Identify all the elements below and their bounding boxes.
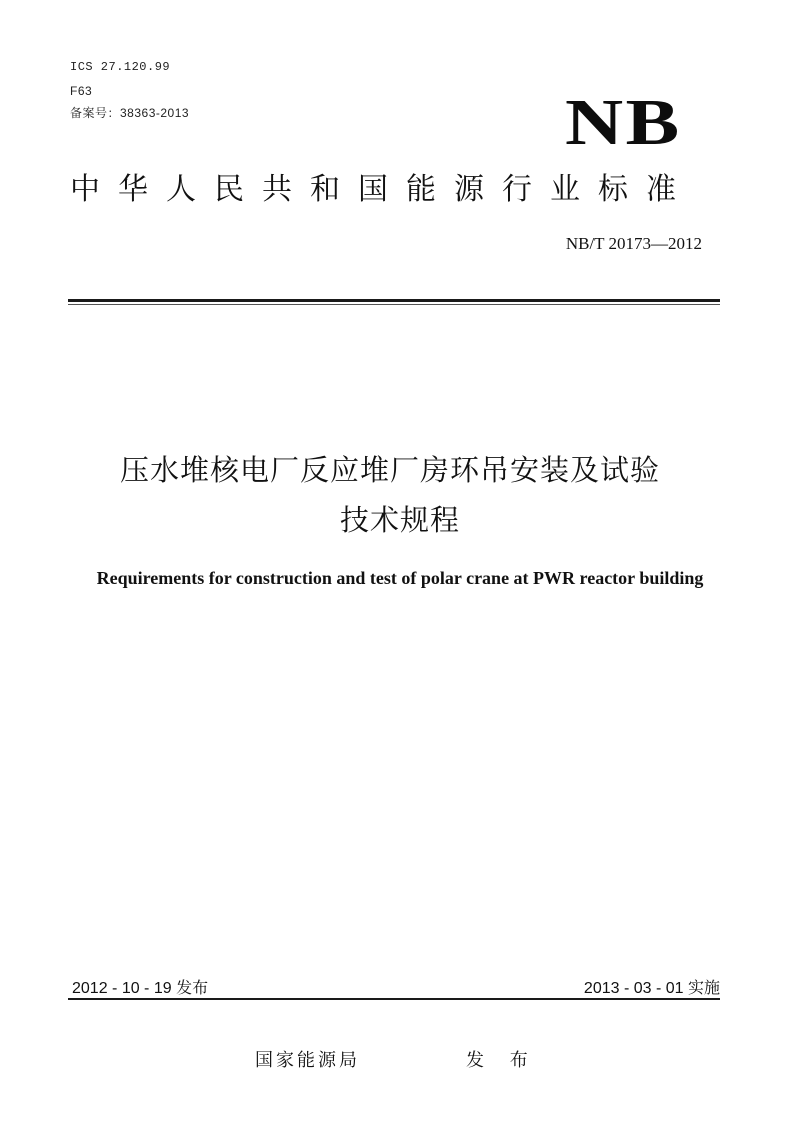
implementation-date: 2013 - 03 - 01 实施	[583, 980, 720, 997]
header-divider-thin	[68, 304, 720, 305]
standard-category-title: 中华人民共和国能源行业标准	[70, 172, 694, 207]
issue-date: 2012 - 10 - 19 发布	[72, 980, 209, 997]
standard-number: NB/T 20173—2012	[565, 234, 702, 253]
publish-label: 发 布	[466, 1050, 538, 1071]
record-number: 备案号：38363-2013	[70, 106, 190, 120]
publisher-name: 国家能源局	[255, 1050, 360, 1071]
classification-code: F63	[70, 84, 93, 98]
footer-divider	[68, 998, 720, 1000]
chinese-title-line-2: 技术规程	[339, 503, 460, 537]
nb-logo: NB	[565, 86, 682, 159]
header-divider-thick	[68, 299, 720, 302]
ics-code: ICS 27.120.99	[70, 60, 171, 74]
chinese-title-line-1: 压水堆核电厂反应堆厂房环吊安装及试验	[119, 453, 660, 487]
english-title: Requirements for construction and test of polar crane at PWR reactor building	[96, 568, 704, 588]
